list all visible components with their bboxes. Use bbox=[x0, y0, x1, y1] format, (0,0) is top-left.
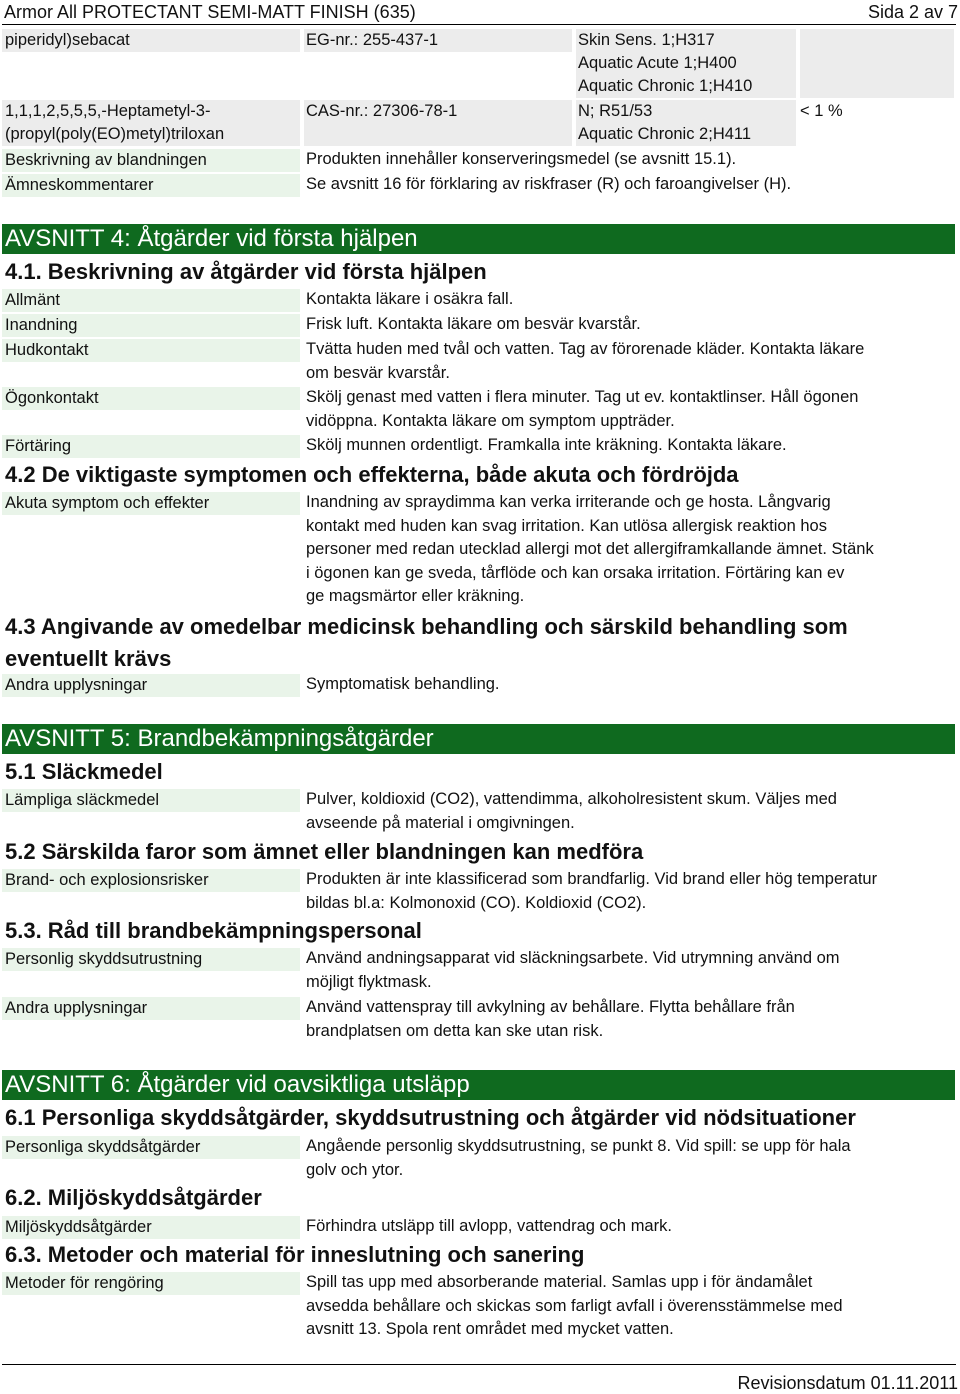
extinguishing-media-value bbox=[306, 788, 926, 835]
classification-line: Aquatic Acute 1;H400 bbox=[578, 54, 737, 72]
text-line: golv och ytor. bbox=[306, 1160, 404, 1179]
extinguishing-media-label: Lämpliga släckmedel bbox=[2, 789, 300, 812]
ingestion-value: Skölj munnen ordentligt. Framkalla inte kräkning. Kontakta läkare. bbox=[306, 436, 787, 454]
subsection-4-3-heading bbox=[5, 611, 848, 675]
revision-date: Revisionsdatum 01.11.2011 bbox=[737, 1373, 958, 1393]
component-name-line: (propyl(poly(EO)metyl)triloxan bbox=[5, 125, 225, 143]
eye-contact-label: Ögonkontakt bbox=[2, 387, 300, 410]
component-concentration-cell bbox=[800, 29, 954, 98]
header-rule bbox=[2, 24, 956, 25]
component-name bbox=[2, 100, 300, 146]
eye-contact-value bbox=[306, 386, 926, 433]
text-line: Angående personlig skyddsutrustning, se punkt 8. Vid spill: se upp för hala bbox=[306, 1137, 851, 1155]
substance-comments-label: Ämneskommentarer bbox=[2, 174, 300, 197]
general-value: Kontakta läkare i osäkra fall. bbox=[306, 290, 514, 308]
substance-comments-value: Se avsnitt 16 för förklaring av riskfraser (R) och faroangivelser (H). bbox=[306, 175, 792, 193]
text-line: Produkten är inte klassificerad som brandfarlig. Vid brand eller hög temperatur bbox=[306, 870, 878, 888]
heading-line: 4.3 Angivande av omedelbar medicinsk behandling och särskild behandling som bbox=[5, 614, 848, 639]
text-line: avsnitt 13. Spola rent området med mycket vatten. bbox=[306, 1320, 674, 1338]
subsection-6-2-heading: 6.2. Miljöskyddsåtgärder bbox=[5, 1185, 262, 1210]
classification-line: Aquatic Chronic 1;H410 bbox=[578, 77, 753, 95]
component-classification bbox=[576, 100, 796, 146]
subsection-4-1-heading: 4.1. Beskrivning av åtgärder vid första hjälpen bbox=[5, 259, 487, 284]
document-title: Armor All PROTECTANT SEMI-MATT FINISH (635) bbox=[4, 2, 416, 22]
subsection-6-1-heading: 6.1 Personliga skyddsåtgärder, skyddsutrustning och åtgärder vid nödsituationer bbox=[5, 1105, 856, 1130]
text-line: Tvätta huden med tvål och vatten. Tag av förorenade kläder. Kontakta läkare bbox=[306, 340, 865, 358]
skin-contact-label: Hudkontakt bbox=[2, 339, 300, 362]
other-info-label: Andra upplysningar bbox=[2, 997, 300, 1020]
text-line: bildas bl.a: Kolmonoxid (CO). Koldioxid (CO2). bbox=[306, 893, 647, 912]
classification-line: Skin Sens. 1;H317 bbox=[578, 31, 715, 49]
acute-symptoms-value bbox=[306, 491, 926, 609]
mixture-description-value: Produkten innehåller konserveringsmedel (se avsnitt 15.1). bbox=[306, 150, 737, 168]
text-line: avsedda behållare och skickas som farligt avfall i överensstämmelse med bbox=[306, 1296, 843, 1315]
text-line: Pulver, koldioxid (CO2), vattendimma, alkoholresistent skum. Väljes med bbox=[306, 790, 837, 808]
text-line: Inandning av spraydimma kan verka irriterande och ge hosta. Långvarig bbox=[306, 493, 831, 511]
subsection-5-1-heading: 5.1 Släckmedel bbox=[5, 759, 163, 784]
protective-equipment-value bbox=[306, 947, 926, 994]
other-info-value: Symptomatisk behandling. bbox=[306, 675, 500, 693]
text-line: brandplatsen om detta kan ske utan risk. bbox=[306, 1021, 604, 1040]
text-line: möjligt flyktmask. bbox=[306, 972, 432, 991]
component-name-line: 1,1,1,2,5,5,5,-Heptametyl-3- bbox=[5, 102, 211, 120]
protective-equipment-label: Personlig skyddsutrustning bbox=[2, 948, 300, 971]
text-line: Skölj genast med vatten i flera minuter. Tag ut ev. kontaktlinser. Håll ögonen bbox=[306, 388, 859, 406]
subsection-4-2-heading: 4.2 De viktigaste symptomen och effekterna, både akuta och fördröjda bbox=[5, 462, 739, 487]
inhalation-value: Frisk luft. Kontakta läkare om besvär kvarstår. bbox=[306, 315, 641, 333]
personal-precautions-value bbox=[306, 1135, 926, 1182]
ingestion-label: Förtäring bbox=[2, 435, 300, 458]
subsection-5-2-heading: 5.2 Särskilda faror som ämnet eller blandningen kan medföra bbox=[5, 839, 644, 864]
classification-line: N; R51/53 bbox=[578, 102, 653, 120]
fire-hazards-value bbox=[306, 868, 926, 915]
component-ec-number: EG-nr.: 255-437-1 bbox=[304, 29, 572, 52]
page-number: Sida 2 av 7 bbox=[867, 2, 958, 22]
component-name: piperidyl)sebacat bbox=[2, 29, 300, 52]
footer-rule bbox=[2, 1364, 956, 1365]
fire-hazards-label: Brand- och explosionsrisker bbox=[2, 869, 300, 892]
text-line: ge magsmärtor eller kräkning. bbox=[306, 587, 525, 605]
text-line: avseende på material i omgivningen. bbox=[306, 813, 575, 832]
section-5-heading: AVSNITT 5: Brandbekämpningsåtgärder bbox=[2, 724, 955, 754]
skin-contact-value bbox=[306, 338, 926, 385]
cleaning-methods-value bbox=[306, 1271, 926, 1342]
component-classification bbox=[576, 29, 796, 98]
acute-symptoms-label: Akuta symptom och effekter bbox=[2, 492, 300, 515]
component-cas-number: CAS-nr.: 27306-78-1 bbox=[304, 100, 572, 146]
cleaning-methods-label: Metoder för rengöring bbox=[2, 1272, 300, 1295]
text-line: om besvär kvarstår. bbox=[306, 363, 450, 382]
subsection-6-3-heading: 6.3. Metoder och material för inneslutning och sanering bbox=[5, 1242, 585, 1267]
text-line: kontakt med huden kan svag irritation. Kan utlösa allergisk reaktion hos bbox=[306, 516, 827, 535]
section-6-heading: AVSNITT 6: Åtgärder vid oavsiktliga utsläpp bbox=[2, 1070, 955, 1100]
text-line: i ögonen kan ge sveda, tårflöde och kan orsaka irritation. Förtäring kan ev bbox=[306, 563, 845, 582]
general-label: Allmänt bbox=[2, 289, 300, 312]
text-line: Spill tas upp med absorberande material. Samlas upp i för ändamålet bbox=[306, 1273, 813, 1291]
text-line: Använd andningsapparat vid släckningsarbete. Vid utrymning använd om bbox=[306, 949, 840, 967]
text-line: personer med redan utecklad allergi mot det allergiframkallande ämnet. Stänk bbox=[306, 540, 874, 558]
subsection-5-3-heading: 5.3. Råd till brandbekämpningspersonal bbox=[5, 918, 422, 943]
personal-precautions-label: Personliga skyddsåtgärder bbox=[2, 1136, 300, 1159]
other-info-value bbox=[306, 996, 926, 1043]
text-line: vidöppna. Kontakta läkare om symptom uppträder. bbox=[306, 411, 675, 430]
other-info-label: Andra upplysningar bbox=[2, 674, 300, 697]
component-concentration: < 1 % bbox=[800, 102, 843, 120]
heading-line: eventuellt krävs bbox=[5, 646, 172, 671]
classification-line: Aquatic Chronic 2;H411 bbox=[578, 125, 752, 143]
environmental-precautions-value: Förhindra utsläpp till avlopp, vattendrag och mark. bbox=[306, 1217, 672, 1235]
section-4-heading: AVSNITT 4: Åtgärder vid första hjälpen bbox=[2, 224, 955, 254]
text-line: Använd vattenspray till avkylning av behållare. Flytta behållare från bbox=[306, 998, 795, 1016]
environmental-precautions-label: Miljöskyddsåtgärder bbox=[2, 1216, 300, 1239]
mixture-description-label: Beskrivning av blandningen bbox=[2, 149, 300, 172]
inhalation-label: Inandning bbox=[2, 314, 300, 337]
